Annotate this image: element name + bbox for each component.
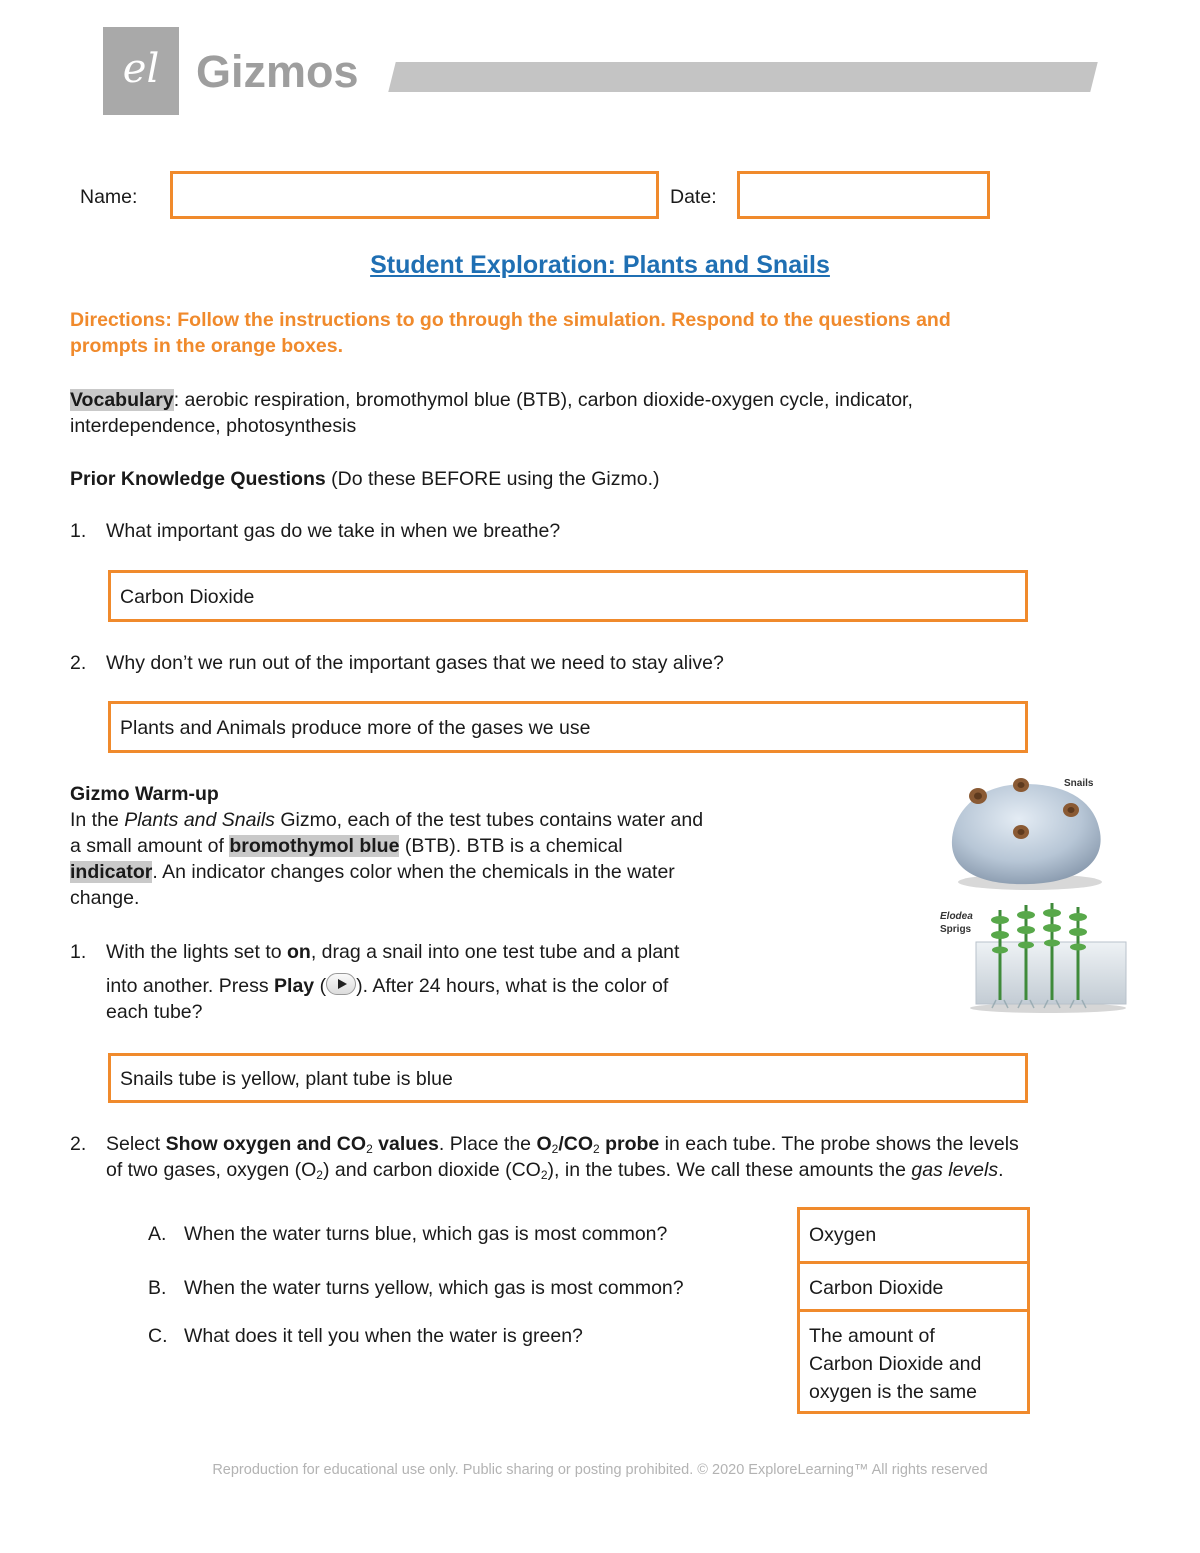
directions-line-1: Directions: Follow the instructions to go through the simulation. Respond to the questions and xyxy=(70,309,951,331)
snails-elodea-illustration xyxy=(930,770,1130,1015)
play-button-icon xyxy=(326,973,356,995)
prior-q2-answer: Plants and Animals produce more of the gases we use xyxy=(120,717,591,739)
sub-q-a-answer: Oxygen xyxy=(809,1224,877,1246)
vocabulary-list-2: interdependence, photosynthesis xyxy=(70,415,357,437)
prior-note: (Do these BEFORE using the Gizmo.) xyxy=(325,468,660,490)
header-bar xyxy=(388,62,1097,92)
sub-q-b-answer-cell[interactable] xyxy=(800,1264,1027,1312)
sub-q-c-answer-cell[interactable] xyxy=(800,1312,1027,1411)
header xyxy=(0,0,1200,130)
prior-q1-answer: Carbon Dioxide xyxy=(120,586,255,608)
prior-q2-answer-box[interactable] xyxy=(108,701,1028,753)
indicator-term: indicator xyxy=(70,861,153,883)
sub-q-a-text: When the water turns blue, which gas is most common? xyxy=(184,1223,668,1245)
page-title: Student Exploration: Plants and Snails xyxy=(370,251,830,279)
prior-q2-number: 2. xyxy=(70,652,87,674)
elodea-label-2: Sprigs xyxy=(940,924,972,935)
sub-q-c-answer-line-2: Carbon Dioxide and xyxy=(809,1353,982,1375)
sub-q-b-text: When the water turns yellow, which gas is most common? xyxy=(184,1277,684,1299)
vocabulary xyxy=(70,387,913,439)
vocabulary-list-1: : aerobic respiration, bromothymol blue (BTB), carbon dioxide-oxygen cycle, indicator, xyxy=(173,389,913,411)
prior-q1-answer-box[interactable] xyxy=(108,570,1028,622)
directions xyxy=(70,307,951,359)
snails-label: Snails xyxy=(1064,778,1094,789)
sub-q-b-letter: B. xyxy=(148,1277,167,1299)
prior-q1-text: What important gas do we take in when we breathe? xyxy=(106,520,561,542)
sub-q-b-answer: Carbon Dioxide xyxy=(809,1277,944,1299)
warmup-intro: In the Plants and Snails Gizmo, each of the test tubes contains water and a small amount of bromothymol blue (BTB). BTB is a chemical indicator. An indicator changes color when the chemicals in the water change. xyxy=(70,809,704,909)
logo-glyph: el xyxy=(122,46,160,92)
footer-notice: Reproduction for educational use only. Public sharing or posting prohibited. © 2020 ExploreLearning™ All rights reserved xyxy=(212,1462,988,1478)
explorelearning-logo xyxy=(103,27,179,115)
prior-heading: Prior Knowledge Questions xyxy=(70,468,326,490)
elodea-label-1: Elodea xyxy=(940,911,973,922)
warmup-q1-number: 1. xyxy=(70,941,87,963)
prior-knowledge-heading xyxy=(70,466,660,492)
bromothymol-blue-term: bromothymol blue xyxy=(229,835,400,857)
name-value xyxy=(173,176,182,198)
warmup-q2-number: 2. xyxy=(70,1133,87,1155)
brand-name: Gizmos xyxy=(196,46,359,97)
warmup-q1-text: With the lights set to on, drag a snail into one test tube and a plant into another. Press Play ( ). After 24 hours, what is the color of each tube? xyxy=(106,941,680,1023)
name-label: Name: xyxy=(80,186,138,208)
sub-q-c-text: What does it tell you when the water is green? xyxy=(184,1325,583,1347)
warmup-q1-answer-box[interactable] xyxy=(108,1053,1028,1103)
vocabulary-label: Vocabulary xyxy=(70,389,174,411)
warmup-heading: Gizmo Warm-up xyxy=(70,783,219,805)
prior-q1-number: 1. xyxy=(70,520,87,542)
date-value xyxy=(740,176,749,198)
sub-q-a-letter: A. xyxy=(148,1223,167,1245)
sub-answers-box xyxy=(797,1207,1030,1414)
sub-q-a-answer-cell[interactable] xyxy=(800,1210,1027,1264)
prior-q2-text: Why don’t we run out of the important gases that we need to stay alive? xyxy=(106,652,724,674)
sub-q-c-answer-line-3: oxygen is the same xyxy=(809,1381,978,1403)
sub-q-c-letter: C. xyxy=(148,1325,168,1347)
warmup-q1-answer: Snails tube is yellow, plant tube is blue xyxy=(120,1068,453,1090)
directions-line-2: prompts in the orange boxes. xyxy=(70,335,344,357)
date-field[interactable] xyxy=(737,171,990,219)
sub-q-c-answer-line-1: The amount of xyxy=(809,1325,935,1347)
name-field[interactable] xyxy=(170,171,659,219)
warmup-q2-text: Select Show oxygen and $CO_2$ values. Place the $O_2/CO_2$ probe in each tube. The probe shows the levels of two gases, oxygen $(O_2)$ and carbon dioxide $(CO_2)$, in the tubes. We call these amounts the gas levels. xyxy=(106,1133,1019,1182)
date-label: Date: xyxy=(670,186,717,208)
